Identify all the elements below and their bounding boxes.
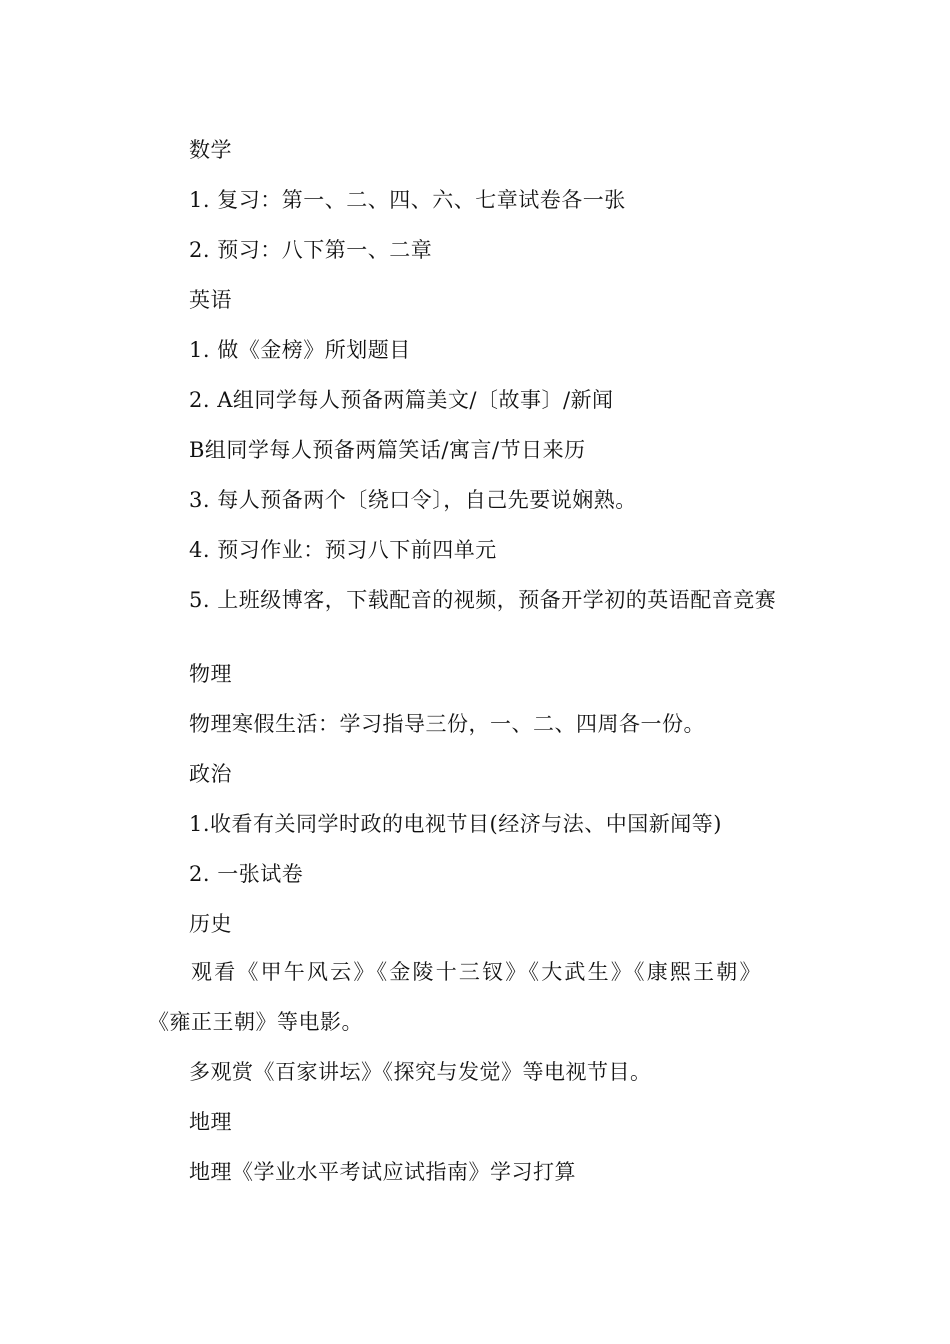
- english-item-2b: B组同学每人预备两篇笑话/寓言/节日来历: [189, 438, 586, 462]
- politics-item-1: 1.收看有关同学时政的电视节目(经济与法、中国新闻等): [189, 812, 722, 836]
- history-item-1: 观看《甲午风云》《金陵十三钗》《大武生》《康熙王朝》: [191, 960, 763, 984]
- english-item-3: 3. 每人预备两个〔绕口令〕，自己先要说娴熟。: [189, 488, 637, 512]
- heading-geography: 地理: [189, 1110, 232, 1134]
- history-item-2: 多观赏《百家讲坛》《探究与发觉》等电视节目。: [189, 1060, 652, 1084]
- heading-physics: 物理: [189, 662, 232, 686]
- physics-item: 物理寒假生活：学习指导三份，一、二、四周各一份。: [189, 712, 705, 736]
- history-item-1-cont: 《雍正王朝》等电影。: [148, 1010, 363, 1034]
- heading-english: 英语: [189, 288, 232, 312]
- math-item-2: 2. 预习：八下第一、二章: [189, 238, 433, 262]
- politics-item-2: 2. 一张试卷: [189, 862, 304, 886]
- english-item-5: 5. 上班级博客，下载配音的视频，预备开学初的英语配音竞赛: [189, 588, 777, 612]
- english-item-2: 2. A组同学每人预备两篇美文/〔故事〕/新闻: [189, 388, 614, 412]
- english-item-1: 1. 做《金榜》所划题目: [189, 338, 411, 362]
- geography-item: 地理《学业水平考试应试指南》学习打算: [189, 1160, 576, 1184]
- math-item-1: 1. 复习：第一、二、四、六、七章试卷各一张: [189, 188, 626, 212]
- heading-math: 数学: [189, 138, 232, 162]
- heading-politics: 政治: [189, 762, 232, 786]
- heading-history: 历史: [189, 912, 232, 936]
- english-item-4: 4. 预习作业：预习八下前四单元: [189, 538, 497, 562]
